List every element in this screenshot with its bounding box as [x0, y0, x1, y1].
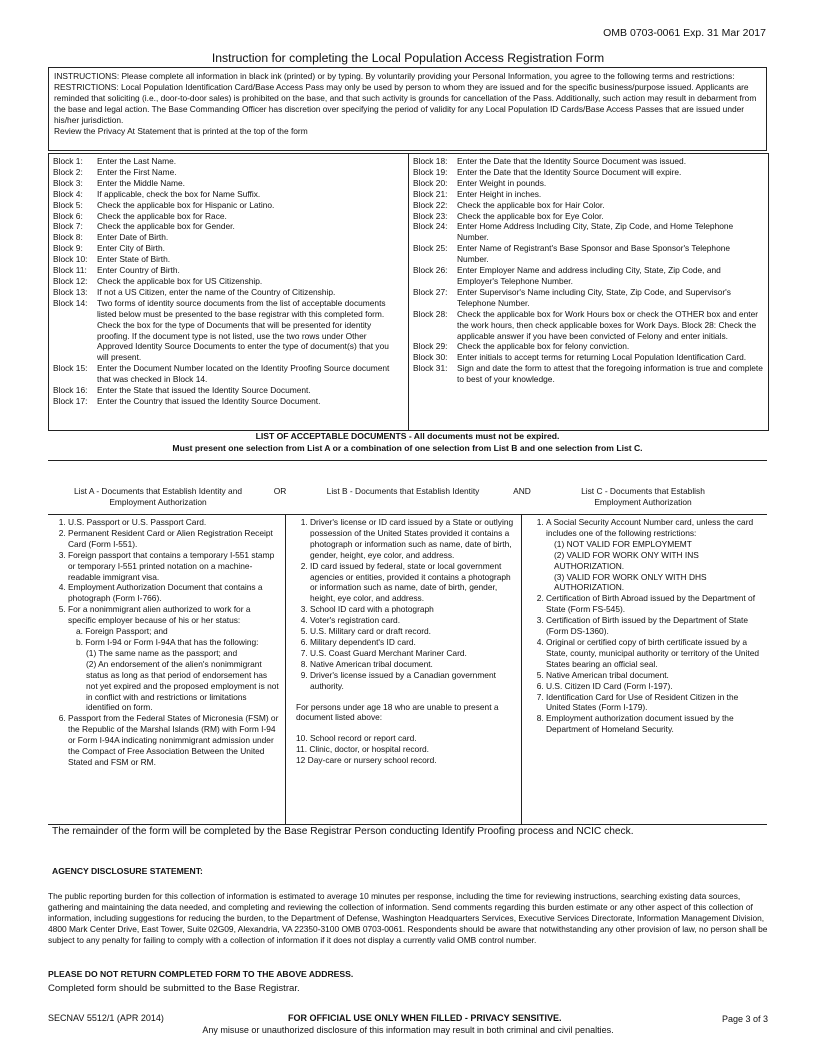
block-text: Enter the Date that the Identity Source Document was issued.	[457, 156, 687, 166]
list-item: 8. Employment authorization document issued by the Department of Homeland Security.	[546, 713, 762, 735]
block-number: Block 10:	[53, 254, 88, 265]
block-text: Enter the First Name.	[97, 166, 177, 177]
blocks-left-column	[53, 156, 399, 407]
list-item-text: For a nonimmigrant alien authorized to work for a specific employer because of his or her status:	[68, 604, 251, 626]
instructions-text: INSTRUCTIONS: Please complete all information in black ink (printed) or by typing. By voluntarily providing your Personal Information, you agree to the following terms and restrictions:	[54, 71, 735, 81]
list-item: 9. Driver's license issued by a Canadian government authority.	[310, 670, 516, 692]
restriction-item: (3) VALID FOR WORK ONLY WITH DHS AUTHORIZATION.	[554, 571, 707, 593]
block-instruction	[53, 385, 399, 396]
block-instruction	[413, 211, 763, 222]
block-instruction	[53, 178, 399, 189]
block-text: Enter City of Birth.	[97, 243, 165, 254]
block-text: Check the applicable box for Gender.	[97, 221, 235, 232]
list-item: 1. U.S. Passport or U.S. Passport Card.	[68, 517, 280, 528]
block-text: Enter the Middle Name.	[97, 177, 185, 188]
list-title: LIST OF ACCEPTABLE DOCUMENTS - All documents must not be expired.	[255, 431, 560, 441]
list-divider-1	[285, 514, 286, 824]
form-id: SECNAV 5512/1 (APR 2014)	[48, 1013, 164, 1023]
or-label: OR	[273, 486, 287, 496]
minor-items	[290, 733, 516, 766]
block-instruction	[53, 287, 399, 298]
list-a-header: List A - Documents that Establish Identity and Employment Authorization	[73, 486, 243, 507]
block-number: Block 11:	[53, 265, 87, 276]
block-instruction	[413, 352, 763, 363]
block-instruction	[53, 265, 399, 276]
submit-note: Completed form should be submitted to the Base Registrar.	[48, 983, 300, 994]
block-number: Block 28:	[413, 308, 448, 319]
block-number: Block 24:	[413, 221, 448, 232]
block-instruction	[413, 156, 763, 167]
block-number: Block 7:	[53, 221, 83, 232]
list-item: 8. Native American tribal document.	[310, 659, 516, 670]
block-text: Enter initials to accept terms for returning Local Population Identification Card.	[457, 352, 747, 363]
block-number: Block 13:	[53, 286, 88, 297]
list-item: 10. School record or report card.	[296, 733, 417, 744]
block-text: Check the applicable box for US Citizenship.	[97, 275, 263, 286]
block-text: Two forms of identity source documents from the list of acceptable documents listed below must be presented to the base registrar with this completed form. Check the box for the type of Documents that will be presented for identity proofing. If the document type is not listed, use the two rows under Other Approved Identity Source Documents to enter the type of document(s) that you will present.	[97, 297, 389, 363]
block-number: Block 17:	[53, 395, 88, 406]
block-text: Enter the Last Name.	[97, 156, 177, 166]
block-text: Enter Home Address Including City, State, Zip Code, and Home Telephone Number.	[457, 221, 734, 243]
block-instruction	[53, 298, 399, 363]
block-number: Block 1:	[53, 156, 83, 166]
block-text: Sign and date the form to attest that the foregoing information is true and complete to best of your knowledge.	[457, 363, 763, 385]
block-number: Block 26:	[413, 265, 448, 276]
list-item: 7. Identification Card for Use of Resident Citizen in the United States (Form I-179).	[546, 692, 762, 714]
block-text: Check the applicable box for felony conviction.	[457, 341, 630, 352]
list-b	[290, 517, 516, 766]
list-item: 3. Certification of Birth issued by the Department of State (Form DS-1360).	[546, 615, 762, 637]
sub-item: b. Form I-94 or Form I-94A that has the following:	[76, 636, 259, 647]
block-instruction	[53, 396, 399, 407]
block-text: Check the applicable box for Eye Color.	[457, 210, 604, 221]
block-text: Check the applicable box for Hispanic or Latino.	[97, 199, 275, 210]
block-instruction	[413, 189, 763, 200]
block-number: Block 25:	[413, 243, 448, 254]
restrictions-text: RESTRICTIONS: Local Population Identification Card/Base Access Pass may only be used by person to whom they are issued and for the specific business/purpose issued. Applicants are reminded that soliciting (i.e., door-to-door sales) is prohibited on the base, and that such activity is grounds for cancellation of the Pass. Additionally, such action may result in debarment from the base and legal action. The Base Commanding Officer has discretion over specifying the period of validity for any Local Population ID Cards/Base Access Passes that are issued under his/her jurisdiction.	[54, 81, 757, 125]
list-item: 5. U.S. Military card or draft record.	[310, 626, 516, 637]
block-text: Check the applicable box for Work Hours box or check the OTHER box and enter the work hours, then check applicable boxes for Work Days. Block 28: Check the applicable answer if you have been convicted of Felony and enter initials.	[457, 308, 759, 341]
block-number: Block 31:	[413, 363, 448, 374]
block-instruction	[413, 167, 763, 178]
block-instruction	[413, 221, 763, 243]
list-a	[48, 517, 280, 768]
block-instructions-box	[48, 153, 769, 431]
list-item: 4. Original or certified copy of birth certificate issued by a State, county, municipal authority or territory of the United States bearing an official seal.	[546, 637, 762, 670]
official-use-notice: FOR OFFICIAL USE ONLY WHEN FILLED - PRIVACY SENSITIVE.	[288, 1013, 562, 1023]
block-number: Block 2:	[53, 166, 83, 177]
block-instruction	[53, 189, 399, 200]
block-text: Enter Country of Birth.	[97, 265, 180, 276]
block-text: If not a US Citizen, enter the name of the Country of Citizenship.	[97, 286, 336, 297]
and-label: AND	[513, 486, 531, 496]
block-instruction	[53, 167, 399, 178]
block-instruction	[53, 200, 399, 211]
list-item: 2. ID card issued by federal, state or local government agencies or entities, provided it contains a photograph or information such as name, date of birth, gender, height, eye color, and address.	[310, 561, 516, 605]
block-instruction	[413, 178, 763, 189]
block-text: Enter the Country that issued the Identity Source Document.	[97, 395, 321, 406]
block-instruction	[53, 211, 399, 222]
page-title: Instruction for completing the Local Population Access Registration Form	[211, 51, 605, 65]
block-instruction	[53, 254, 399, 265]
block-number: Block 30:	[413, 352, 448, 363]
list-item: 6. U.S. Citizen ID Card (Form I-197).	[546, 681, 762, 692]
block-number: Block 20:	[413, 177, 448, 188]
restriction-item: (1) NOT VALID FOR EMPLOYMEMT	[554, 538, 692, 549]
list-item: 6. Military dependent's ID card.	[310, 637, 516, 648]
block-number: Block 18:	[413, 156, 448, 166]
block-number: Block 23:	[413, 210, 448, 221]
minor-note: For persons under age 18 who are unable to present a document listed above:	[296, 701, 499, 723]
block-instruction	[413, 243, 763, 265]
block-number: Block 12:	[53, 275, 88, 286]
block-instruction	[53, 276, 399, 287]
list-subtitle: Must present one selection from List A or a combination of one selection from List B and one selection from List C.	[172, 443, 643, 453]
block-text: Enter the Date that the Identity Source Document will expire.	[457, 166, 682, 177]
agency-disclosure-text: The public reporting burden for this collection of information is estimated to average 10 minutes per response, including the time for reviewing instructions, searching existing data sources, gathering and maintaining the data needed, and completing and reviewing the collection of information. Send comments regarding this burden estimate or any other aspect of this collection of information, including suggestions for reducing the burden, to the Department of Defense, Washington Headquarters Services, Executive Services Directorate, Information Management Division, 4800 Mark Center Drive, East Tower, Suite 02G09, Alexandria, VA 22350-3100 OMB 0703-0061. Respondents should be aware that notwithstanding any other provision of law, no person shall be subject to any penalty for failing to comply with a collection of information if it does not display a currently valid OMB control number.	[48, 891, 768, 945]
sub-item: a. Foreign Passport; and	[76, 626, 168, 637]
do-not-return-notice: PLEASE DO NOT RETURN COMPLETED FORM TO THE ABOVE ADDRESS.	[48, 969, 354, 979]
list-item-text: A Social Security Account Number card, unless the card includes one of the following restrictions:	[546, 517, 754, 538]
list-b-header: List B - Documents that Establish Identity	[326, 486, 480, 496]
block-number: Block 15:	[53, 363, 88, 374]
block-number: Block 22:	[413, 199, 448, 210]
block-number: Block 19:	[413, 166, 448, 177]
block-instruction	[413, 287, 763, 309]
document-lists	[48, 460, 767, 825]
remainder-note: The remainder of the form will be completed by the Base Registrar Person conducting Identify Proofing process and NCIC check.	[52, 826, 634, 837]
block-instruction	[413, 309, 763, 342]
list-item: 4. Employment Authorization Document that contains a photograph (Form I-766).	[68, 582, 280, 604]
block-number: Block 16:	[53, 385, 88, 396]
page-number: Page 3 of 3	[721, 1014, 768, 1024]
list-item: 7. U.S. Coast Guard Merchant Mariner Card.	[310, 648, 516, 659]
list-item	[546, 517, 762, 593]
block-instruction	[53, 363, 399, 385]
block-text: Enter Name of Registrant's Base Sponsor and Base Sponsor's Telephone Number.	[457, 243, 731, 265]
list-item: 12 Day-care or nursery school record.	[296, 755, 437, 766]
column-divider	[408, 154, 409, 430]
blocks-right-column	[413, 156, 763, 385]
block-number: Block 29:	[413, 341, 448, 352]
block-instruction	[53, 243, 399, 254]
misuse-warning: Any misuse or unauthorized disclosure of this information may result in both criminal and civil penalties.	[202, 1025, 614, 1035]
list-divider-2	[521, 514, 522, 824]
block-text: Enter State of Birth.	[97, 254, 171, 265]
list-of-documents-heading	[48, 430, 767, 454]
list-item: 2. Permanent Resident Card or Alien Registration Receipt Card (Form I-551).	[68, 528, 280, 550]
instructions-box	[48, 67, 767, 151]
sub-item: (2) An endorsement of the alien's nonimmigrant status as long as that period of endorsement has not yet expired and the proposed employment is not in conflict with and restrictions or limitations identified on form.	[86, 658, 279, 713]
block-number: Block 14:	[53, 297, 88, 308]
list-item: 1. Driver's license or ID card issued by a State or outlying possession of the United States provided it contains a photograph or information such as name, date of birth, gender, height, eye color, and address.	[310, 517, 516, 561]
block-text: Enter Weight in pounds.	[457, 177, 547, 188]
block-number: Block 4:	[53, 188, 83, 199]
block-instruction	[53, 221, 399, 232]
list-c-header: List C - Documents that Establish Employment Authorization	[581, 486, 705, 507]
block-instruction	[53, 232, 399, 243]
block-text: Enter Height in inches.	[457, 188, 542, 199]
list-item	[68, 604, 280, 713]
omb-number: OMB 0703-0061 Exp. 31 Mar 2017	[603, 27, 766, 39]
block-number: Block 3:	[53, 177, 83, 188]
block-text: Check the applicable box for Hair Color.	[457, 199, 605, 210]
block-text: Enter Supervisor's Name including City, State, Zip Code, and Supervisor's Telephone Number.	[457, 286, 731, 308]
list-item: 6. Passport from the Federal States of Micronesia (FSM) or the Republic of the Marshal Islands (RM) with Form I-94 or Form I-94A indicating nonimmigrant admission under the Compact of Free Association Between the United Stated and FSM or RM.	[68, 713, 280, 768]
block-instruction	[413, 200, 763, 211]
list-item: 3. School ID card with a photograph	[310, 604, 516, 615]
block-text: Enter Employer Name and address including City, State, Zip Code, and Employer's Telephone Number.	[457, 265, 721, 286]
block-number: Block 8:	[53, 232, 83, 243]
block-number: Block 6:	[53, 210, 83, 221]
sub-item: (1) The same name as the passport; and	[86, 647, 238, 658]
block-instruction	[53, 156, 399, 167]
block-instruction	[413, 265, 763, 287]
block-number: Block 5:	[53, 199, 83, 210]
list-item: 4. Voter's registration card.	[310, 615, 516, 626]
list-c	[526, 517, 762, 735]
block-instruction	[413, 363, 763, 385]
block-instruction	[413, 341, 763, 352]
privacy-review-text: Review the Privacy At Statement that is printed at the top of the form	[54, 125, 308, 136]
block-text: Enter the State that issued the Identity Source Document.	[97, 385, 311, 396]
block-text: Check the applicable box for Race.	[97, 210, 227, 221]
restriction-item: (2) VALID FOR WORK ONY WITH INS AUTHORIZATION.	[554, 549, 699, 571]
block-text: Enter the Document Number located on the Identity Proofing Source document that was checked in Block 14.	[97, 363, 390, 385]
block-number: Block 9:	[53, 243, 83, 254]
list-header-rule	[48, 514, 767, 515]
block-text: Enter Date of Birth.	[97, 232, 169, 243]
list-item: 2. Certification of Birth Abroad issued by the Department of State (Form FS-545).	[546, 593, 762, 615]
list-item: 11. Clinic, doctor, or hospital record.	[296, 744, 429, 755]
list-item: 3. Foreign passport that contains a temporary I-551 stamp or temporary I-551 printed notation on a machine-readable immigrant visa.	[68, 550, 280, 583]
block-number: Block 21:	[413, 188, 448, 199]
list-item: 5. Native American tribal document.	[546, 670, 762, 681]
block-text: If applicable, check the box for Name Suffix.	[97, 188, 261, 199]
block-number: Block 27:	[413, 286, 448, 297]
agency-disclosure-heading: AGENCY DISCLOSURE STATEMENT:	[52, 866, 203, 876]
